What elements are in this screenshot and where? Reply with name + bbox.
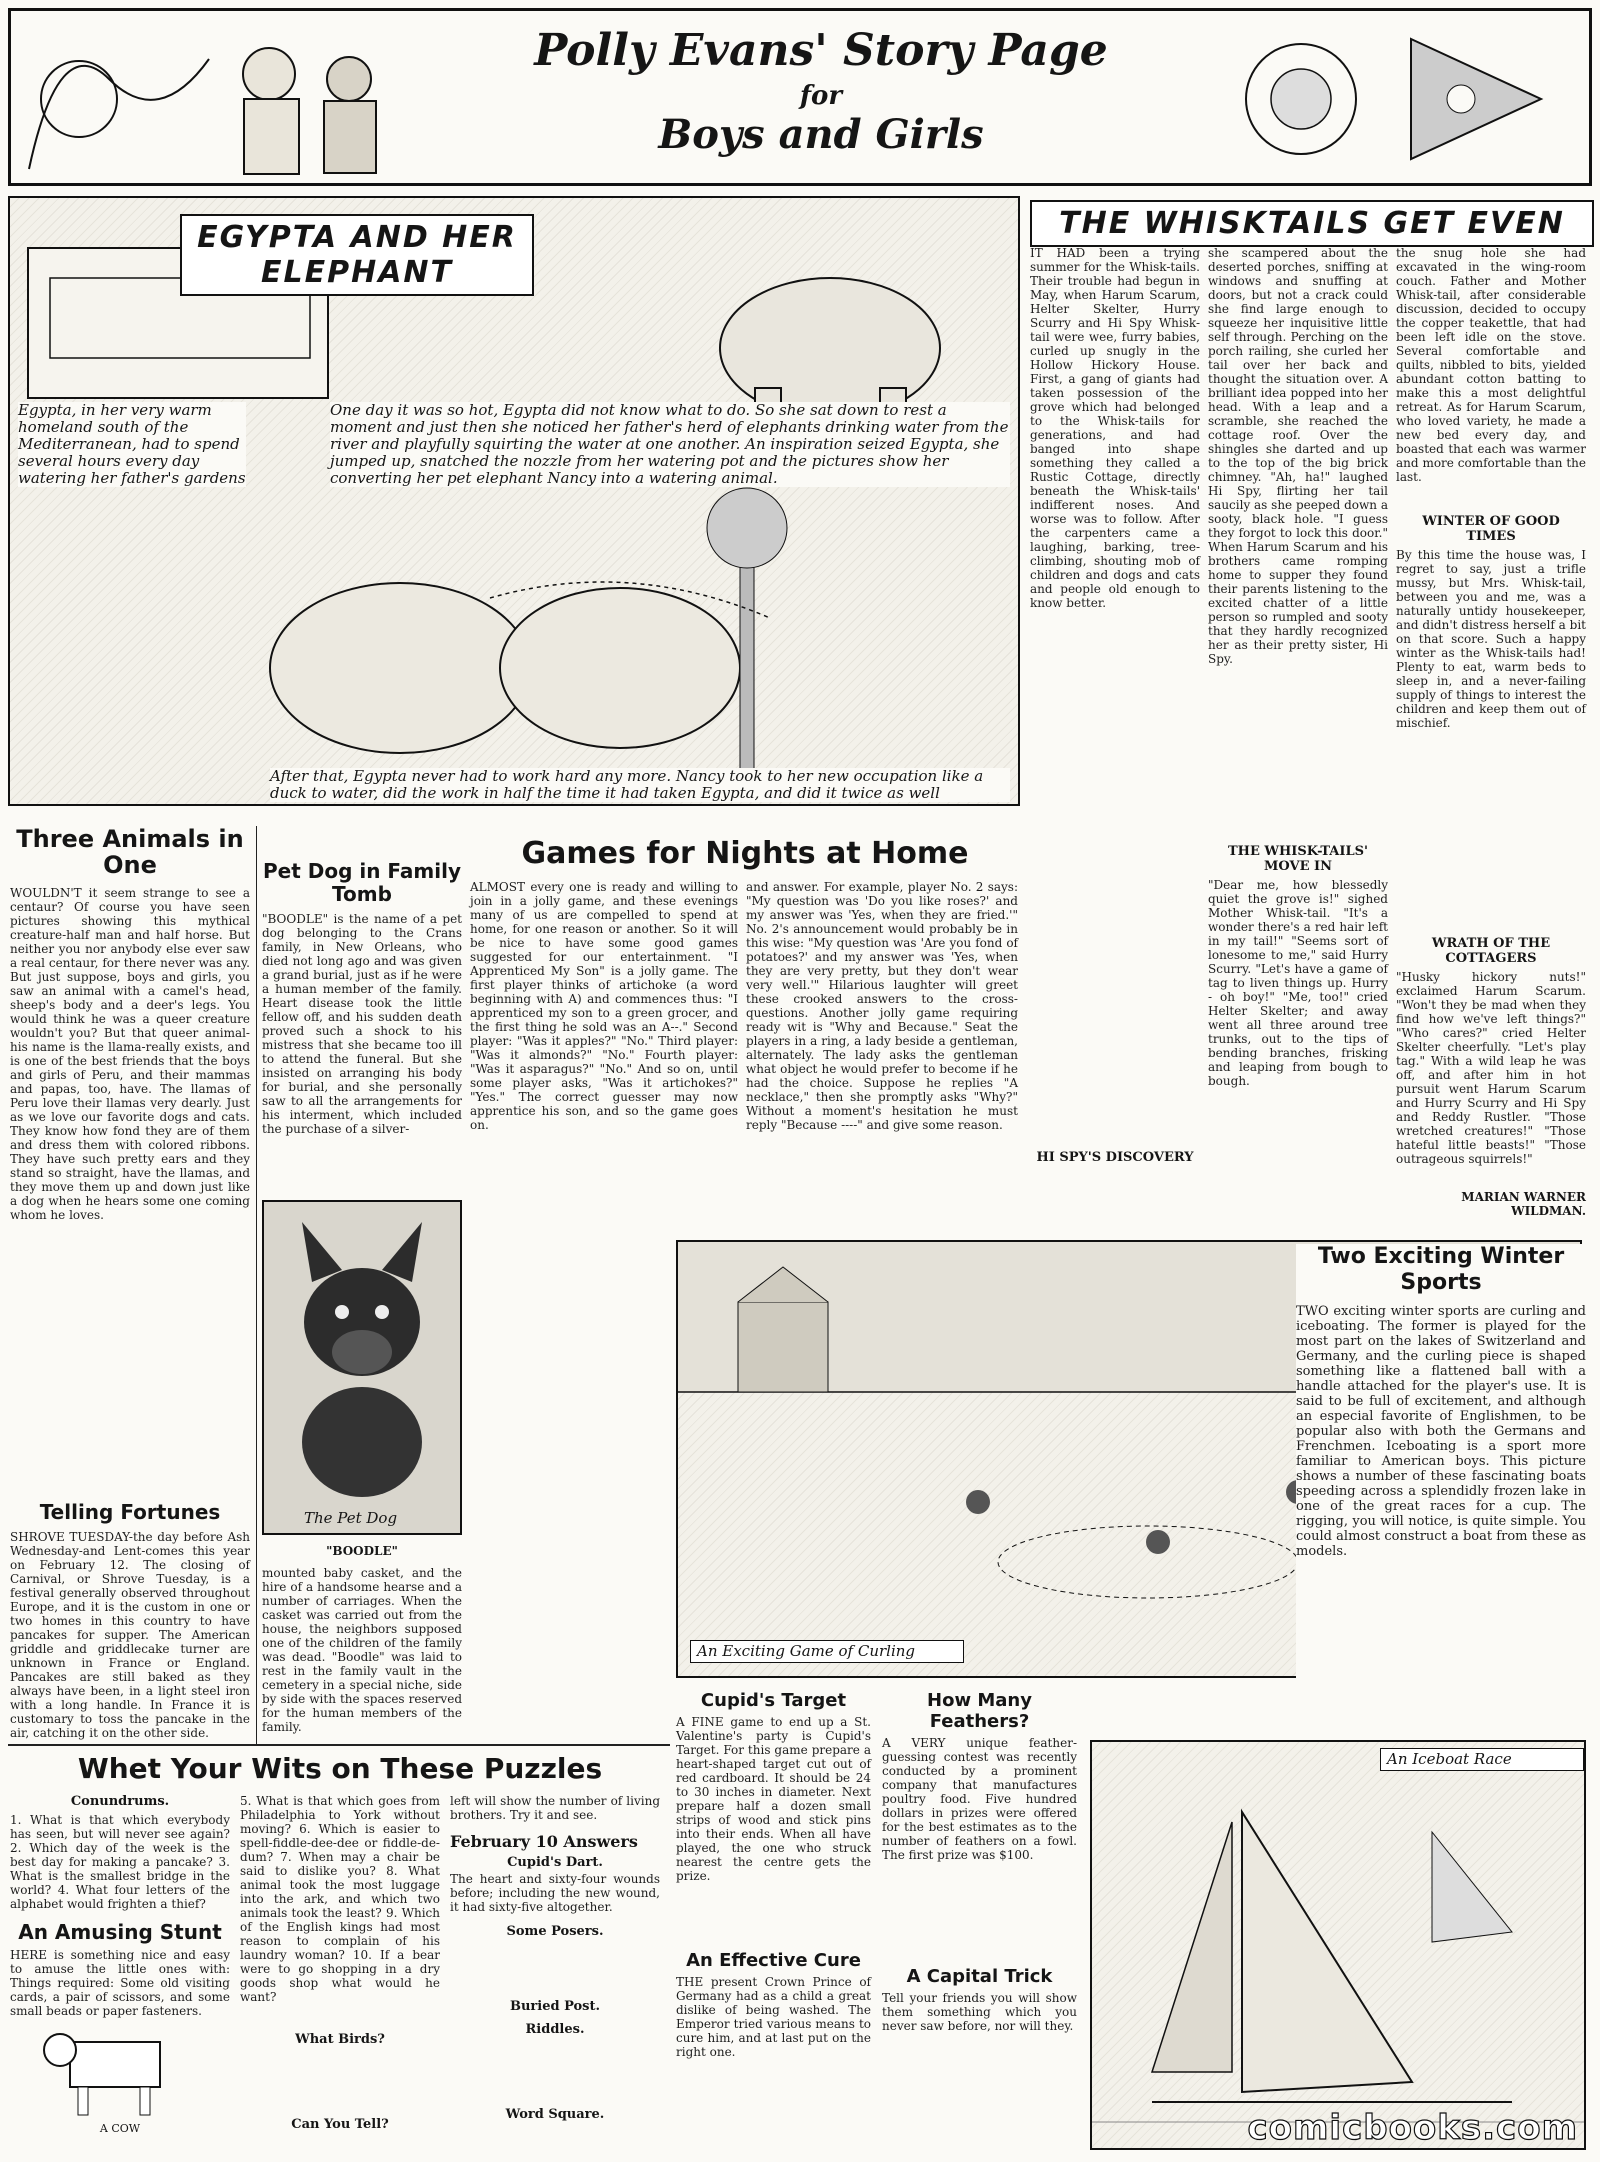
answers-title: February 10 Answers: [450, 1832, 638, 1851]
masthead-illustration-left: [19, 19, 419, 179]
whisktails-column-3: [1396, 246, 1586, 1226]
effective-cure-body: THE present Crown Prince of Germany had as a child a great dislike of being washed. The Emperor tried various means to cure him, and at last put on the right one.: [676, 1975, 871, 2059]
answers-body: The heart and sixty-four wounds before; including the new wound, it had sixty-five altogether.: [450, 1872, 660, 1914]
iceboat-illustration: [1090, 1740, 1586, 2150]
feathers-body: A VERY unique feather-guessing contest was recently conducted by a prominent company that manufactures poultry food. Five hundred dollars in prizes were offered for the best estimates as to the number of feathers on a fowl. The first prize was $100.: [882, 1736, 1077, 1862]
puzzles-column-2-text: 5. What is that which goes from Philadelphia to York without moving? 6. Which is easier to spell-fiddle-dee-dee or fiddle-de-dum? 7. When may a chair be said to dislike you? 8. What animal took the most luggage into the ark, and which two animals took the least? 9. Which of the English kings had most reason to complain of his laundry woman? 10. If a bear were to go shopping in a dry goods shop what would he want?: [240, 1794, 440, 2004]
pet-dog-body-continued: mounted baby casket, and the hire of a handsome hearse and a number of carriages. When the casket was carried out from the house, the neighbors supposed one of the children of the family was dead. "Boodle" was laid to rest in the family vault in the cemetery in a special niche, side by side with the spaces reserved for the human members of the family.: [262, 1566, 462, 1734]
whisktails-column-3-text: the snug hole she had excavated in the wing-room couch. Father and Mother Whisk-tail, after considerable discussion, decided to occupy the copper teakettle, that had been left idle on the stove. Several comfortable and quilts, nibbled to bits, yielded abundant cotton batting to make this a most delightful retreat. As for Harum Scarum, who loved variety, he made a new bed every day, and boasted that each was warmer and more comfortable than the last.: [1396, 246, 1586, 484]
whisktails-title: THE WHISKTAILS GET EVEN: [1030, 200, 1594, 247]
egypta-title: EGYPTA AND HER ELEPHANT: [180, 214, 534, 296]
winter-sports-article: [1296, 1244, 1586, 1734]
pet-dog-body: "BOODLE" is the name of a pet dog belonging to the Crans family, in New Orleans, who died not long ago and was given a grand burial, just as if he were a human member of the family. Heart disease took the little fellow off, and his sudden death proved such a shock to his mistress that she became too ill to attend the funeral. But she insisted on arranging his body for burial, and she personally saw to all the arrangements for his interment, which included the purchase of a silver-: [262, 912, 462, 1136]
winter-sports-title: Two Exciting Winter Sports: [1317, 1244, 1565, 1295]
whisktails-winter-text: By this time the house was, I regret to say, just a trifle mussy, but Mrs. Whisk-tail, between you and me, was a naturally untidy housekeeper, and didn't distress herself a bit on that score. Such a happy winter as the Whisk-tails had! Plenty to eat, warm beds to sleep in, and a never-failing supply of things to interest the children and keep them out of mischief.: [1396, 548, 1586, 730]
cupids-target-title: Cupid's Target: [700, 1690, 847, 1711]
puzzles-column-2: [240, 1794, 440, 2154]
cow-caption: A COW: [99, 2122, 141, 2135]
cupids-target-body: A FINE game to end up a St. Valentine's party is Cupid's Target. For this game prepare a heart-shaped target cut out of red cardboard. It should be 24 to 30 inches in diameter. Next prepare half a dozen small strips of wood and stick pins into their ends. When all have played, the one who struck nearest the centre gets the prize.: [676, 1715, 871, 1883]
word-square-title: Word Square.: [505, 2107, 605, 2122]
whisktails-author: MARIAN WARNER WILDMAN.: [1461, 1190, 1586, 1218]
pet-dog-title: Pet Dog in Family Tomb: [263, 859, 461, 906]
games-column-2: and answer. For example, player No. 2 says: "My question was 'Do you like roses?' and my answer was 'Yes, when they are fried.'" No. 2's announcement would probably be in this wise: "My question was 'Are you fond of potatoes?' and my answer was 'Yes, when they are very pretty, but they don't wear very well.'" Hilarious laughter will greet these crooked answers to the cross-questions. Another jolly game requiring ready wit is "Why and Because." Seat the players in a ring, a lady beside a gentleman, alternately. The lady asks the gentleman what object he would prefer to become if he had the choice. Suppose he replies "A necklace," then she promptly asks "Why?" Without a moment's hesitation he must reply "Because ----" and give some reason.: [746, 880, 1018, 1132]
watermark: comicbooks.com: [1247, 2108, 1578, 2148]
capital-trick-article: [882, 1966, 1077, 2146]
masthead: [8, 8, 1592, 186]
winter-sports-body: TWO exciting winter sports are curling and iceboating. The former is played for the most part on the lakes of Switzerland and Germany, and the curling piece is shaped something like a flattened ball with a handle attached for the player's use. It is said to be full of excitement, and although an especial favorite of Englishmen, to be popular also with both the Germans and Frenchmen. Iceboating is a sport more familiar to American boys. This picture shows a number of these fascinating boats speeding across a splendidly frozen lake in one of the great races for a cup. The rigging, you will notice, is quite simple. You could almost construct a boat from these as models.: [1296, 1304, 1586, 1559]
egypta-caption-2: One day it was so hot, Egypta did not know what to do. So she sat down to rest a moment and just then she noticed her father's herd of elephants drinking water from the river and playfully squirting the water at one another. An inspiration seized Egypta, she jumped up, snatched the nozzle from her watering pot and the pictures show her converting her pet elephant Nancy into a watering animal.: [330, 401, 1009, 487]
puzzles-column-3: [450, 1794, 660, 2154]
amusing-stunt-title: An Amusing Stunt: [18, 1920, 222, 1944]
whisktails-subhead-wrath: WRATH OF THE COTTAGERS: [1431, 936, 1551, 966]
whisktails-column-2: [1208, 246, 1388, 1226]
masthead-illustration-right: [1211, 19, 1581, 179]
effective-cure-article: [676, 1950, 871, 2150]
games-column-1: ALMOST every one is ready and willing to join in a jolly game, and these evenings many of us are compelled to spend at home, for one reason or another. So it will be nice to have some good games suggested for our entertainment. "I Apprenticed My Son" is a jolly game. The first player thinks of artichoke (a word beginning with A) and commences thus: "I apprenticed my son to a green grocer, and the first thing he sold was an A--." Second player: "Was it apples?" "No." Third player: "Was it almonds?" "No." Fourth player: "Was it asparagus?" "No." And so on, until some player asks, "Was it artichokes?" "Yes." The correct guesser may now apprentice his son, and so the game goes on.: [470, 880, 738, 1132]
conundrums-title: Conundrums.: [70, 1794, 170, 1809]
three-animals-body: WOULDN'T it seem strange to see a centaur? Of course you have seen pictures showing this mythical creature-half man and half horse. But neither you nor anybody else ever saw a real centaur, for there never was any. But just suppose, boys and girls, you saw an animal with a camel's head, sheep's body and a deer's legs. You would think he was a queer creature wouldn't you? But that queer animal-his name is the llama-really exists, and is one of the best friends that the boys and girls of Peru, and their mammas and papas, too, have. The llamas of Peru love their llamas very dearly. Just as we love our favorite dogs and cats. They know how fond they are of them and dress them with colored ribbons. They have such pretty ears and they stand so straight, have the llamas, and they move them up and down just like a dog when he hears some one coming whom he loves.: [10, 886, 250, 1222]
puzzles-conundrums: [10, 1794, 230, 1914]
section-rule: [8, 1744, 670, 1746]
conundrums-body: 1. What is that which everybody has seen, but will never see again? 2. Which day of the week is the best day for making a pancake? 3. What is the smallest bridge in the world? 4. What four letters of the alphabet would frighten a thief?: [10, 1813, 230, 1911]
can-you-tell-title: Can You Tell?: [291, 2117, 389, 2132]
iceboat-drawing: [1092, 1742, 1584, 2148]
dog-icon: [264, 1202, 460, 1502]
whisktails-wrath-text: "Husky hickory nuts!" exclaimed Harum Scarum. "Won't they be mad when they find how we've left things?" "Who cares?" cried Helter Skelter cheerfully. "Let's play tag." With a wild leap he was off, and after him in hot pursuit went Harum Scarum and Hurry Scurry and Hi Spy and Reddy Rustler. "Those wretched creatures!" "Those hateful little beasts!" "Those outrageous squirrels!": [1396, 970, 1586, 1166]
curling-caption: An Exciting Game of Curling: [690, 1640, 964, 1663]
three-animals-title: Three Animals in One: [16, 825, 244, 879]
three-animals-article: [10, 826, 250, 1486]
whisktails-column-1: IT HAD been a trying summer for the Whisk-tails. Their trouble had begun in May, when Harum Scarum, Helter Skelter, Hurry Scurry and Hi Spy Whisk-tail were wee, furry babies, curled up snugly in the Hollow Hickory House. First, a gang of giants had taken possession of the grove which had belonged to the Whisk-tails for generations, and had banged into shape something they called a Rustic Cottage, directly beneath the Whisk-tails' indifferent noses. And worse was to follow. After the carpenters came a laughing, barking, tree-climbing, shouting mob of children and dogs and cats and people old enough to know better.: [1030, 246, 1200, 610]
buried-post-title: Buried Post.: [509, 1999, 601, 2014]
egypta-caption-3: After that, Egypta never had to work hard any more. Nancy took to her new occupation like a duck to water, did the work in half the time it had taken Egypta, and did it twice as well: [270, 768, 1010, 802]
whisktails-column-2-text: she scampered about the deserted porches, sniffing at windows and snuffing at doors, but not a crack could she find large enough to squeeze her inquisitive little self through. Perching on the porch railing, she curled her tail over her back and thought the situation over. A brilliant idea popped into her head. With a leap and a scramble, she reached the cottage roof. Over the shingles she darted and up to the top of the big brick chimney. "Ah, ha!" laughed Hi Spy, flirting her tail saucily as she peeped down a sooty, black hole. "I guess they forgot to lock this door." When Harum Scarum and his brothers came romping home to supper they found their parents listening to the excited chatter of a little person so rumpled and sooty that they hardly recognized her as their pretty sister, Hi Spy.: [1208, 246, 1388, 666]
whisktails-subhead-winter: WINTER OF GOOD TIMES: [1422, 514, 1560, 544]
games-title: Games for Nights at Home: [521, 836, 969, 871]
feathers-title: How Many Feathers?: [927, 1690, 1032, 1732]
pet-dog-article: [262, 860, 462, 1190]
telling-fortunes-title: Telling Fortunes: [39, 1500, 221, 1524]
masthead-subtitle: Boys and Girls: [658, 111, 984, 158]
whisktails-hi-spy-text: "Dear me, how blessedly quiet the grove is!" sighed Mother Whisk-tail. "It's a wonder there's a red hair left in my tail!" "Seems sort of lonesome to me," said Hurry Scurry. "Let's have a game of tag to liven things up. Hurry - oh boy!" "Me, too!" cried Helter Skelter; and away went all three around tree trunks, out to the tips of bending branches, frisking and leaping from bough to bough.: [1208, 878, 1388, 1088]
what-birds-title: What Birds?: [295, 2032, 385, 2047]
egypta-caption-1: Egypta, in her very warm homeland south of the Mediterranean, had to spend several hours every day watering her father's gardens: [18, 401, 246, 487]
feathers-article: [882, 1690, 1077, 1940]
some-posers-title: Some Posers.: [506, 1924, 604, 1939]
effective-cure-title: An Effective Cure: [686, 1950, 861, 1971]
puzzles-title: Whet Your Wits on These Puzzles: [77, 1752, 603, 1785]
puzzles-column-3-text: left will show the number of living brothers. Try it and see.: [450, 1794, 660, 1822]
whisktails-subhead-move-in: THE WHISK-TAILS' MOVE IN: [1228, 844, 1368, 874]
masthead-title: Polly Evans' Story Page: [534, 25, 1108, 76]
cow-icon: [10, 2012, 210, 2122]
capital-trick-title: A Capital Trick: [906, 1966, 1053, 1987]
layout-guard-2: [1296, 1238, 1297, 1239]
telling-fortunes-article: [10, 1500, 250, 1740]
amusing-stunt-article: [10, 1920, 230, 2150]
telling-fortunes-body: SHROVE TUESDAY-the day before Ash Wednesday-and Lent-comes this year on February 12. The closing of Carnival, or Shrove Tuesday, is a festival generally observed throughout Europe, and it is the custom in one or two homes in this country to have pancakes for supper. The American griddle and griddlecake turner are unknown in France or England. Pancakes are still baked as they always have been, in a light steel iron with a long handle. In France it is customary to toss the pancake in the air, catching it on the other side.: [10, 1530, 250, 1740]
column-rule: [256, 826, 257, 1746]
pet-dog-photo-caption: The Pet Dog: [304, 1509, 398, 1527]
capital-trick-body: Tell your friends you will show them something which you never saw before, nor will they.: [882, 1991, 1077, 2033]
pet-dog-photo: [262, 1200, 462, 1535]
pet-dog-name: "BOODLE": [326, 1544, 398, 1558]
riddles-title: Riddles.: [525, 2022, 585, 2037]
amusing-stunt-body: HERE is something nice and easy to amuse the little ones with: Things required: Some old visiting cards, a pair of scissors, and some small beads or paper fasteners.: [10, 1948, 230, 2018]
cupids-dart-title: Cupid's Dart.: [507, 1855, 603, 1870]
masthead-for: for: [799, 81, 843, 111]
cupids-target-article: [676, 1690, 871, 1940]
iceboat-caption: An Iceboat Race: [1380, 1748, 1584, 1771]
whisktails-subhead-discovery: HI SPY'S DISCOVERY: [1036, 1150, 1194, 1165]
winter-sports-rule: [1398, 1240, 1586, 1241]
